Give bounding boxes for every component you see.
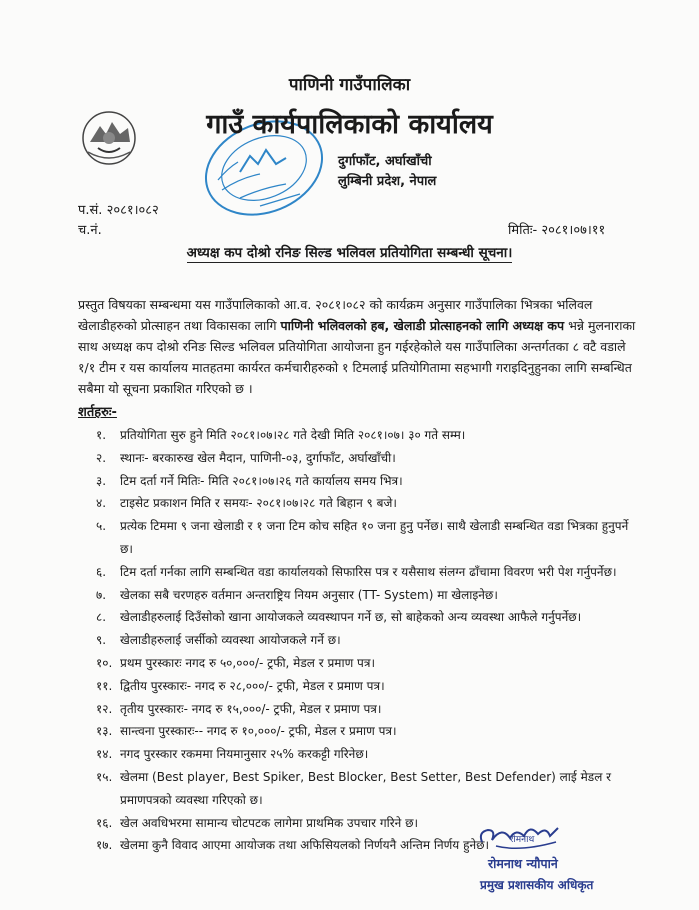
address-line-1: दुर्गाफाँट, अर्घाखाँची bbox=[338, 154, 432, 169]
condition-text: खेलाडीहरुलाई दिउँसोको खाना आयोजकले व्यवस्थापन गर्ने छ, सो बाहेकको अन्य व्यवस्था आफैले गर्नुपर्नेछ। bbox=[120, 610, 582, 625]
condition-item bbox=[96, 470, 636, 493]
condition-text: सान्त्वना पुरस्कारः-- नगद रु १०,०००/- ट्रफी, मेडल र प्रमाण पत्र। bbox=[120, 724, 397, 739]
condition-item bbox=[96, 675, 636, 698]
condition-number: १. bbox=[96, 428, 107, 442]
condition-text: तृतीय पुरस्कारः- नगद रु १५,०००/- ट्रफी, मेडल र प्रमाण पत्र। bbox=[120, 701, 382, 716]
dispatch-number: च.नं. bbox=[78, 223, 102, 238]
condition-item bbox=[96, 424, 636, 447]
condition-item bbox=[96, 629, 636, 652]
condition-item bbox=[96, 606, 636, 629]
condition-item bbox=[96, 584, 636, 607]
notice-title bbox=[0, 243, 699, 261]
condition-text: स्थानः- बरकारुख खेल मैदान, पाणिनी-०३, दुर्गाफाँट, अर्घाखाँची। bbox=[120, 450, 396, 465]
condition-number: ११. bbox=[96, 678, 113, 693]
body-text-part1: प्रस्तुत विषयका सम्बन्धमा यस गाउँपालिकाको आ.व. २०८१।०८२ को कार्यक्रम अनुसार गाउँपालिका भित्रका भलिवल खेलाडीहरुको प्रोत्साहन तथा विकासका लागि bbox=[78, 297, 593, 333]
condition-text: खेल अवधिभरमा सामान्य चोटपटक लागेमा प्राथमिक उपचार गरिने छ। bbox=[120, 815, 419, 830]
condition-text: द्वितीय पुरस्कारः- नगद रु २८,०००/- ट्रफी, मेडल र प्रमाण पत्र। bbox=[120, 678, 385, 693]
condition-text: प्रथम पुरस्कारः नगद रु ५०,०००/- ट्रफी, मेडल र प्रमाण पत्र। bbox=[120, 655, 376, 670]
signature-scribble-icon bbox=[476, 818, 566, 856]
condition-item bbox=[96, 766, 636, 812]
condition-text: खेलाडीहरुलाई जर्सीको व्यवस्था आयोजकले गर्ने छ। bbox=[120, 633, 341, 648]
condition-number: ५. bbox=[96, 519, 107, 534]
condition-text: प्रत्येक टिममा ९ जना खेलाडी र १ जना टिम कोच सहित १० जना हुनु पर्नेछ। साथै खेलाडी सम्बन्धित वडा भित्रका हुनुपर्ने छ। bbox=[120, 519, 629, 556]
condition-item bbox=[96, 720, 636, 743]
condition-number: ४. bbox=[96, 496, 107, 511]
condition-item bbox=[96, 447, 636, 470]
condition-number: ६. bbox=[96, 564, 107, 579]
condition-number: ८. bbox=[96, 610, 107, 625]
condition-text: खेलमा कुनै विवाद आएमा आयोजक तथा अफिसियलको निर्णयनै अन्तिम निर्णय हुनेछ। bbox=[120, 838, 490, 853]
conditions-heading: शर्तहरुः- bbox=[78, 405, 117, 420]
condition-item bbox=[96, 492, 636, 515]
body-text-part2: भन्ने मुलनाराका साथ अध्यक्ष कप दोश्रो रनिङ सिल्ड भलिवल प्रतियोगिता आयोजना हुन गईरहेकोले यस गाउँपालिका अन्तर्गतका ८ वटै वडाले १/१ टीम र यस कार्यालय मातहतमा कार्यरत कर्मचारीहरुको १ टिमलाई प्रतियोगितामा सहभागी गराइदिनुहुनका लागि सम्बन्धित सबैमा यो सूचना प्रकाशित गरिएको छ । bbox=[78, 318, 636, 396]
conditions-list bbox=[96, 424, 636, 857]
condition-number: १३. bbox=[96, 724, 113, 739]
condition-number: १०. bbox=[96, 655, 113, 670]
condition-number: १४. bbox=[96, 747, 113, 762]
condition-number: ३. bbox=[96, 473, 107, 488]
notice-body bbox=[78, 294, 638, 399]
condition-number: १५. bbox=[96, 769, 113, 784]
condition-number: १६. bbox=[96, 815, 113, 830]
condition-item bbox=[96, 652, 636, 675]
condition-number: १७. bbox=[96, 838, 113, 853]
address-line-2: लुम्बिनी प्रदेश, नेपाल bbox=[338, 174, 437, 189]
condition-item bbox=[96, 698, 636, 721]
condition-text: प्रतियोगिता सुरु हुने मिति २०८१।०७।२८ गते देखी मिति २०८१।०७। ३० गते सम्म। bbox=[120, 428, 466, 442]
body-slogan: पाणिनी भलिवलको हब, खेलाडी प्रोत्साहनको लागि अध्यक्ष कप bbox=[280, 318, 565, 333]
condition-text: टाइसेट प्रकाशन मिति र समयः- २०८१।०७।२८ गते बिहान ९ बजे। bbox=[120, 496, 397, 511]
signature-scribble-text: रोमनाथ bbox=[509, 835, 535, 845]
condition-item bbox=[96, 743, 636, 766]
condition-item bbox=[96, 561, 636, 584]
municipality-name: पाणिनी गाउँपालिका bbox=[288, 75, 411, 95]
fiscal-year-ref: प.सं. २०८१।०८२ bbox=[78, 203, 159, 218]
condition-text: टिम दर्ता गर्नका लागि सम्बन्धित वडा कार्यालयको सिफारिस पत्र र यसैसाथ संलग्न ढाँचामा विवरण भरी पेश गर्नुपर्नेछ। bbox=[120, 564, 617, 579]
office-name: गाउँ कार्यपालिकाको कार्यालय bbox=[206, 109, 493, 140]
notice-title-text: अध्यक्ष कप दोश्रो रनिङ सिल्ड भलिवल प्रतियोगिता सम्बन्धी सूचना। bbox=[186, 245, 513, 261]
condition-number: ९. bbox=[96, 633, 107, 648]
signatory-title: प्रमुख प्रशासकीय अधिकृत bbox=[480, 878, 594, 892]
notice-date: मितिः- २०८१।०७।११ bbox=[508, 223, 606, 238]
signatory-name: रोमनाथ न्यौपाने bbox=[488, 856, 558, 871]
condition-number: १२. bbox=[96, 701, 113, 716]
condition-text: नगद पुरस्कार रकममा नियमानुसार २५% करकट्टी गरिनेछ। bbox=[120, 747, 369, 762]
condition-number: ७. bbox=[96, 587, 107, 602]
condition-text: खेलमा (Best player, Best Spiker, Best Blocker, Best Setter, Best Defender) लाई मेडल र प्रमाणपत्रको व्यवस्था गरिएको छ। bbox=[120, 769, 612, 807]
condition-text: खेलका सबै चरणहरु वर्तमान अन्तराष्ट्रिय नियम अनुसार (TT- System) मा खेलाइनेछ। bbox=[120, 587, 498, 602]
condition-text: टिम दर्ता गर्ने मितिः- मिति २०८१।०७।२६ गते कार्यालय समय भित्र। bbox=[120, 473, 403, 488]
condition-item bbox=[96, 515, 636, 561]
condition-number: २. bbox=[96, 450, 107, 465]
